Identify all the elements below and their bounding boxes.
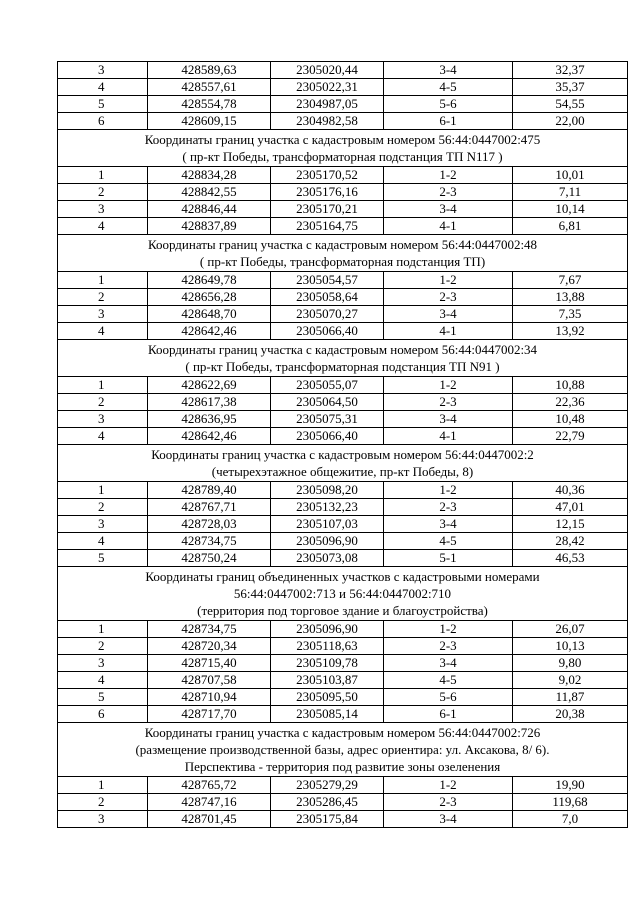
length-cell: 7,11 — [513, 184, 628, 201]
point-number-cell: 4 — [58, 533, 148, 550]
point-number-cell: 4 — [58, 218, 148, 235]
section-heading-line: ( пр-кт Победы, трансформаторная подстанция ТП N117 ) — [182, 149, 503, 164]
x-coordinate-cell: 428728,03 — [148, 516, 271, 533]
point-number-cell: 2 — [58, 184, 148, 201]
y-coordinate-cell: 2305058,64 — [271, 289, 384, 306]
table-row — [58, 62, 628, 79]
segment-cell: 3-4 — [384, 201, 513, 218]
x-coordinate-cell: 428767,71 — [148, 499, 271, 516]
x-coordinate-cell: 428656,28 — [148, 289, 271, 306]
x-coordinate-cell: 428701,45 — [148, 811, 271, 828]
length-cell: 6,81 — [513, 218, 628, 235]
point-number-cell: 3 — [58, 201, 148, 218]
point-number-cell: 4 — [58, 79, 148, 96]
x-coordinate-cell: 428834,28 — [148, 167, 271, 184]
y-coordinate-cell: 2305175,84 — [271, 811, 384, 828]
y-coordinate-cell: 2305020,44 — [271, 62, 384, 79]
point-number-cell: 6 — [58, 706, 148, 723]
length-cell: 10,01 — [513, 167, 628, 184]
section-heading-line: Координаты границ участка с кадастровым номером 56:44:0447002:48 — [147, 237, 538, 252]
section-heading — [58, 723, 628, 777]
point-number-cell: 3 — [58, 811, 148, 828]
point-number-cell: 2 — [58, 289, 148, 306]
length-cell: 13,88 — [513, 289, 628, 306]
x-coordinate-cell: 428707,58 — [148, 672, 271, 689]
table-row — [58, 377, 628, 394]
segment-cell: 4-5 — [384, 79, 513, 96]
section-heading-line: (территория под торговое здание и благоустройства) — [197, 603, 488, 618]
x-coordinate-cell: 428642,46 — [148, 428, 271, 445]
segment-cell: 2-3 — [384, 184, 513, 201]
x-coordinate-cell: 428609,15 — [148, 113, 271, 130]
segment-cell: 1-2 — [384, 621, 513, 638]
length-cell: 11,87 — [513, 689, 628, 706]
x-coordinate-cell: 428649,78 — [148, 272, 271, 289]
section-heading — [58, 340, 628, 377]
length-cell: 47,01 — [513, 499, 628, 516]
section-heading-line: Координаты границ участка с кадастровым номером 56:44:0447002:475 — [144, 132, 541, 147]
point-number-cell: 1 — [58, 482, 148, 499]
length-cell: 9,80 — [513, 655, 628, 672]
section-heading-row — [58, 567, 628, 621]
y-coordinate-cell: 2305022,31 — [271, 79, 384, 96]
length-cell: 35,37 — [513, 79, 628, 96]
segment-cell: 6-1 — [384, 113, 513, 130]
y-coordinate-cell: 2305098,20 — [271, 482, 384, 499]
table-row — [58, 672, 628, 689]
segment-cell: 1-2 — [384, 377, 513, 394]
x-coordinate-cell: 428789,40 — [148, 482, 271, 499]
length-cell: 13,92 — [513, 323, 628, 340]
y-coordinate-cell: 2305070,27 — [271, 306, 384, 323]
table-row — [58, 167, 628, 184]
y-coordinate-cell: 2305054,57 — [271, 272, 384, 289]
segment-cell: 1-2 — [384, 167, 513, 184]
x-coordinate-cell: 428617,38 — [148, 394, 271, 411]
point-number-cell: 3 — [58, 516, 148, 533]
segment-cell: 5-6 — [384, 96, 513, 113]
table-row — [58, 794, 628, 811]
y-coordinate-cell: 2305073,08 — [271, 550, 384, 567]
y-coordinate-cell: 2305055,07 — [271, 377, 384, 394]
section-heading-line: Координаты границ объединенных участков с кадастровыми номерами — [145, 569, 540, 584]
point-number-cell: 4 — [58, 323, 148, 340]
section-heading-line: (размещение производственной базы, адрес ориентира: ул. Аксакова, 8/ 6). — [135, 742, 550, 757]
table-row — [58, 411, 628, 428]
section-heading-line: Координаты границ участка с кадастровым номером 56:44:0447002:2 — [151, 447, 534, 462]
table-row — [58, 621, 628, 638]
point-number-cell: 1 — [58, 167, 148, 184]
section-heading-line: 56:44:0447002:713 и 56:44:0447002:710 — [233, 586, 452, 601]
section-heading-row — [58, 130, 628, 167]
section-heading-line: ( пр-кт Победы, трансформаторная подстанция ТП N91 ) — [185, 359, 500, 374]
y-coordinate-cell: 2305164,75 — [271, 218, 384, 235]
table-row — [58, 323, 628, 340]
length-cell: 19,90 — [513, 777, 628, 794]
x-coordinate-cell: 428750,24 — [148, 550, 271, 567]
y-coordinate-cell: 2305286,45 — [271, 794, 384, 811]
segment-cell: 1-2 — [384, 482, 513, 499]
table-row — [58, 218, 628, 235]
y-coordinate-cell: 2304982,58 — [271, 113, 384, 130]
point-number-cell: 4 — [58, 672, 148, 689]
y-coordinate-cell: 2305170,52 — [271, 167, 384, 184]
x-coordinate-cell: 428622,69 — [148, 377, 271, 394]
table-row — [58, 428, 628, 445]
table-row — [58, 306, 628, 323]
table-row — [58, 113, 628, 130]
y-coordinate-cell: 2305085,14 — [271, 706, 384, 723]
length-cell: 7,67 — [513, 272, 628, 289]
point-number-cell: 5 — [58, 96, 148, 113]
segment-cell: 1-2 — [384, 272, 513, 289]
section-heading — [58, 235, 628, 272]
segment-cell: 4-5 — [384, 533, 513, 550]
point-number-cell: 1 — [58, 777, 148, 794]
y-coordinate-cell: 2305170,21 — [271, 201, 384, 218]
length-cell: 26,07 — [513, 621, 628, 638]
point-number-cell: 1 — [58, 377, 148, 394]
segment-cell: 5-6 — [384, 689, 513, 706]
length-cell: 22,36 — [513, 394, 628, 411]
segment-cell: 2-3 — [384, 289, 513, 306]
table-row — [58, 550, 628, 567]
table-row — [58, 689, 628, 706]
y-coordinate-cell: 2305096,90 — [271, 621, 384, 638]
point-number-cell: 5 — [58, 689, 148, 706]
point-number-cell: 2 — [58, 499, 148, 516]
length-cell: 10,48 — [513, 411, 628, 428]
point-number-cell: 2 — [58, 638, 148, 655]
table-row — [58, 706, 628, 723]
point-number-cell: 2 — [58, 794, 148, 811]
segment-cell: 3-4 — [384, 62, 513, 79]
point-number-cell: 3 — [58, 62, 148, 79]
segment-cell: 5-1 — [384, 550, 513, 567]
segment-cell: 4-1 — [384, 428, 513, 445]
point-number-cell: 3 — [58, 306, 148, 323]
x-coordinate-cell: 428636,95 — [148, 411, 271, 428]
segment-cell: 3-4 — [384, 811, 513, 828]
section-heading-row — [58, 445, 628, 482]
y-coordinate-cell: 2305279,29 — [271, 777, 384, 794]
section-heading-row — [58, 235, 628, 272]
segment-cell: 2-3 — [384, 794, 513, 811]
y-coordinate-cell: 2305096,90 — [271, 533, 384, 550]
section-heading-line: Перспектива - территория под развитие зоны озеленения — [184, 759, 501, 774]
y-coordinate-cell: 2305107,03 — [271, 516, 384, 533]
length-cell: 7,0 — [513, 811, 628, 828]
length-cell: 40,36 — [513, 482, 628, 499]
length-cell: 28,42 — [513, 533, 628, 550]
y-coordinate-cell: 2304987,05 — [271, 96, 384, 113]
table-row — [58, 272, 628, 289]
length-cell: 46,53 — [513, 550, 628, 567]
x-coordinate-cell: 428837,89 — [148, 218, 271, 235]
segment-cell: 6-1 — [384, 706, 513, 723]
section-heading — [58, 445, 628, 482]
length-cell: 10,88 — [513, 377, 628, 394]
x-coordinate-cell: 428734,75 — [148, 621, 271, 638]
y-coordinate-cell: 2305066,40 — [271, 323, 384, 340]
x-coordinate-cell: 428846,44 — [148, 201, 271, 218]
segment-cell: 4-1 — [384, 323, 513, 340]
table-row — [58, 638, 628, 655]
x-coordinate-cell: 428747,16 — [148, 794, 271, 811]
segment-cell: 4-1 — [384, 218, 513, 235]
point-number-cell: 2 — [58, 394, 148, 411]
segment-cell: 4-5 — [384, 672, 513, 689]
segment-cell: 3-4 — [384, 516, 513, 533]
length-cell: 7,35 — [513, 306, 628, 323]
x-coordinate-cell: 428554,78 — [148, 96, 271, 113]
length-cell: 119,68 — [513, 794, 628, 811]
x-coordinate-cell: 428710,94 — [148, 689, 271, 706]
segment-cell: 3-4 — [384, 411, 513, 428]
length-cell: 12,15 — [513, 516, 628, 533]
segment-cell: 2-3 — [384, 394, 513, 411]
section-heading-line: ( пр-кт Победы, трансформаторная подстанция ТП) — [199, 254, 486, 269]
point-number-cell: 3 — [58, 655, 148, 672]
coordinates-table — [57, 61, 628, 828]
x-coordinate-cell: 428557,61 — [148, 79, 271, 96]
length-cell: 10,14 — [513, 201, 628, 218]
y-coordinate-cell: 2305118,63 — [271, 638, 384, 655]
table-row — [58, 482, 628, 499]
length-cell: 22,79 — [513, 428, 628, 445]
table-row — [58, 184, 628, 201]
section-heading — [58, 130, 628, 167]
table-row — [58, 655, 628, 672]
y-coordinate-cell: 2305075,31 — [271, 411, 384, 428]
y-coordinate-cell: 2305176,16 — [271, 184, 384, 201]
table-row — [58, 499, 628, 516]
length-cell: 10,13 — [513, 638, 628, 655]
point-number-cell: 1 — [58, 272, 148, 289]
segment-cell: 2-3 — [384, 638, 513, 655]
point-number-cell: 6 — [58, 113, 148, 130]
length-cell: 9,02 — [513, 672, 628, 689]
y-coordinate-cell: 2305103,87 — [271, 672, 384, 689]
table-row — [58, 533, 628, 550]
x-coordinate-cell: 428642,46 — [148, 323, 271, 340]
y-coordinate-cell: 2305066,40 — [271, 428, 384, 445]
y-coordinate-cell: 2305064,50 — [271, 394, 384, 411]
table-row — [58, 777, 628, 794]
x-coordinate-cell: 428648,70 — [148, 306, 271, 323]
y-coordinate-cell: 2305132,23 — [271, 499, 384, 516]
segment-cell: 3-4 — [384, 655, 513, 672]
y-coordinate-cell: 2305095,50 — [271, 689, 384, 706]
section-heading-line: Координаты границ участка с кадастровым номером 56:44:0447002:34 — [147, 342, 538, 357]
segment-cell: 3-4 — [384, 306, 513, 323]
x-coordinate-cell: 428734,75 — [148, 533, 271, 550]
point-number-cell: 3 — [58, 411, 148, 428]
x-coordinate-cell: 428720,34 — [148, 638, 271, 655]
x-coordinate-cell: 428589,63 — [148, 62, 271, 79]
point-number-cell: 1 — [58, 621, 148, 638]
section-heading-line: (четырехэтажное общежитие, пр-кт Победы, 8) — [211, 464, 474, 479]
table-row — [58, 811, 628, 828]
y-coordinate-cell: 2305109,78 — [271, 655, 384, 672]
x-coordinate-cell: 428715,40 — [148, 655, 271, 672]
length-cell: 22,00 — [513, 113, 628, 130]
table-row — [58, 201, 628, 218]
point-number-cell: 4 — [58, 428, 148, 445]
table-row — [58, 289, 628, 306]
length-cell: 32,37 — [513, 62, 628, 79]
length-cell: 20,38 — [513, 706, 628, 723]
length-cell: 54,55 — [513, 96, 628, 113]
x-coordinate-cell: 428717,70 — [148, 706, 271, 723]
section-heading-row — [58, 723, 628, 777]
segment-cell: 2-3 — [384, 499, 513, 516]
point-number-cell: 5 — [58, 550, 148, 567]
table-row — [58, 96, 628, 113]
x-coordinate-cell: 428842,55 — [148, 184, 271, 201]
segment-cell: 1-2 — [384, 777, 513, 794]
table-row — [58, 516, 628, 533]
table-row — [58, 79, 628, 96]
section-heading-line: Координаты границ участка с кадастровым номером 56:44:0447002:726 — [144, 725, 541, 740]
section-heading — [58, 567, 628, 621]
section-heading-row — [58, 340, 628, 377]
x-coordinate-cell: 428765,72 — [148, 777, 271, 794]
table-row — [58, 394, 628, 411]
